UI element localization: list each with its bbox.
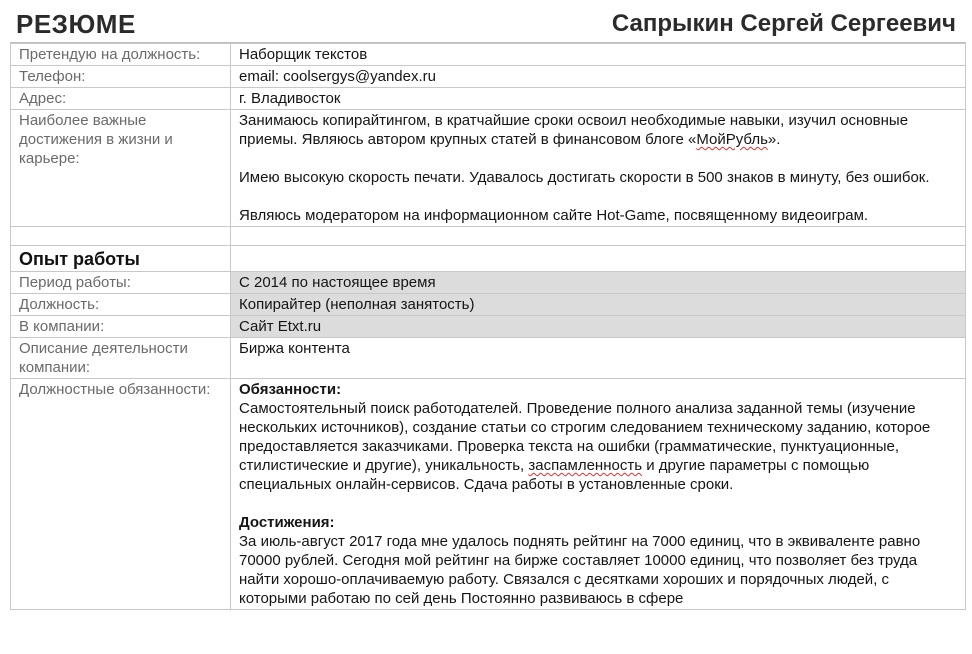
row-company-description: [11, 338, 966, 379]
company-label: В компании:: [11, 316, 231, 338]
duties-label: Должностные обязанности:: [11, 379, 231, 610]
resume-document: [10, 6, 966, 610]
address-label: Адрес:: [11, 88, 231, 110]
position-value: Наборщик текстов: [231, 44, 966, 66]
job-value: Копирайтер (неполная занятость): [231, 294, 966, 316]
row-company: [11, 316, 966, 338]
row-achievements: [11, 110, 966, 227]
achievements-paragraph-2: Имею высокую скорость печати. Удавалось достигать скорости в 500 знаков в минуту, без ошибок.: [239, 169, 930, 186]
phone-value: email: coolsergys@yandex.ru: [231, 66, 966, 88]
row-job: [11, 294, 966, 316]
job-achievements-text: За июль-август 2017 года мне удалось поднять рейтинг на 7000 единиц, что в эквиваленте равно 70000 рублей. Сегодня мой рейтинг на бирже составляет 10000 единиц, что позволяет без труда найти хорошо-оплачиваемую работу. Связался с десятками хороших и порядочных людей, с которыми работаю по сей день Постоянно развиваюсь в сфере: [239, 533, 921, 607]
company-description-value: Биржа контента: [231, 338, 966, 379]
achievements-label: Наиболее важные достижения в жизни и карьере:: [11, 110, 231, 227]
phone-label: Телефон:: [11, 66, 231, 88]
spellcheck-mark: МойРубль: [696, 131, 768, 148]
company-value: Сайт Etxt.ru: [231, 316, 966, 338]
row-duties: [11, 379, 966, 610]
job-label: Должность:: [11, 294, 231, 316]
achievements-paragraph-3: Являюсь модератором на информационном сайте Hot-Game, посвященному видеоиграм.: [239, 207, 869, 224]
duties-text: Самостоятельный поиск работодателей. Проведение полного анализа заданной темы (изучение нескольких источников), создание статьи со строгим следованием техническому заданию, которое предоставляется заказчиками. Проверка текста на ошибки (грамматические, пунктуационные, стилистические и другие), уникальность, заспамленность и другие параметры с помощью специальных онлайн-сервисов. Сдача работы в установленные сроки.: [239, 400, 931, 493]
row-section-experience: [11, 246, 966, 272]
row-period: [11, 272, 966, 294]
duties-heading: Обязанности:: [239, 381, 342, 398]
address-value: г. Владивосток: [231, 88, 966, 110]
row-spacer: [11, 227, 966, 246]
resume-table: [10, 43, 966, 610]
period-label: Период работы:: [11, 272, 231, 294]
resume-title: РЕЗЮМЕ: [16, 8, 136, 39]
row-phone: [11, 66, 966, 88]
position-label: Претендую на должность:: [11, 44, 231, 66]
row-address: [11, 88, 966, 110]
achievements-paragraph-1: Занимаюсь копирайтингом, в кратчайшие сроки освоил необходимые навыки, изучил основные приемы. Являюсь автором крупных статей в финансовом блоге «МойРубль».: [239, 112, 909, 148]
period-value: С 2014 по настоящее время: [231, 272, 966, 294]
company-description-label: Описание деятельности компании:: [11, 338, 231, 379]
spellcheck-mark: заспамленность: [528, 457, 643, 474]
resume-header: [10, 6, 966, 43]
experience-section-title: Опыт работы: [11, 246, 231, 272]
achievements-value: [231, 110, 966, 227]
duties-value: [231, 379, 966, 610]
job-achievements-heading: Достижения:: [239, 514, 335, 531]
row-position: [11, 44, 966, 66]
candidate-name: Сапрыкин Сергей Сергеевич: [611, 10, 956, 37]
